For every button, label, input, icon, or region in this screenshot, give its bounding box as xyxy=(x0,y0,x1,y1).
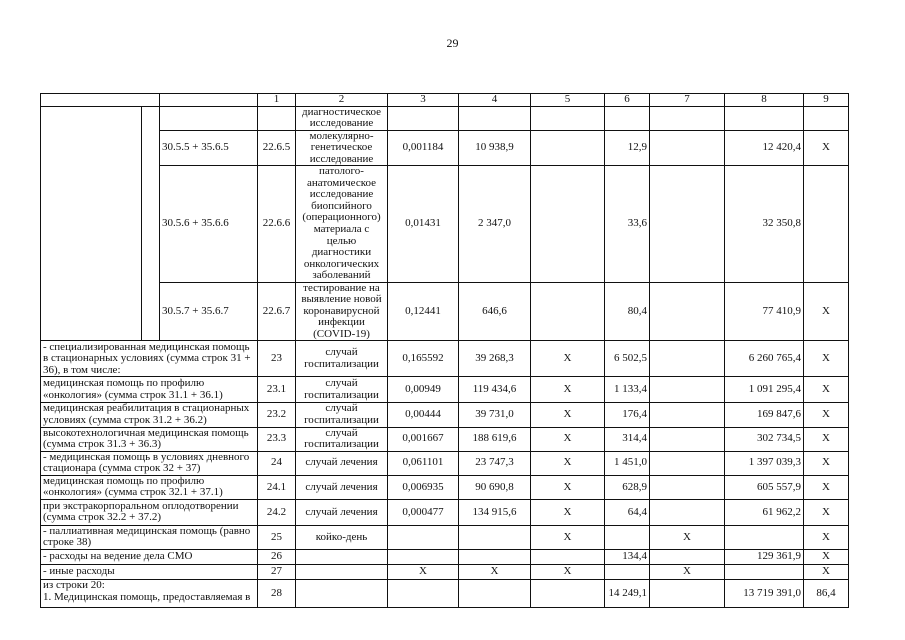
row-name-cell: медицинская помощь по профилю «онкология» (сумма строк 31.1 + 36.1) xyxy=(41,377,258,403)
value-cell: X xyxy=(804,564,849,579)
value-cell: X xyxy=(804,475,849,499)
formula-cell: 30.5.5 + 35.6.5 xyxy=(160,130,258,166)
row-name-cell: - расходы на ведение дела СМО xyxy=(41,549,258,564)
value-cell: X xyxy=(531,564,605,579)
empty-cell xyxy=(41,106,142,341)
unit-cell xyxy=(296,579,388,607)
table-row xyxy=(41,106,849,130)
value-cell xyxy=(650,341,725,377)
value-cell: X xyxy=(804,130,849,166)
value-cell: X xyxy=(531,403,605,427)
unit-cell: случай лечения xyxy=(296,475,388,499)
value-cell: 12 420,4 xyxy=(725,130,804,166)
unit-cell: случай лечения xyxy=(296,451,388,475)
table-row xyxy=(41,525,849,549)
unit-cell: случай лечения xyxy=(296,499,388,525)
value-cell: X xyxy=(804,377,849,403)
value-cell xyxy=(388,579,459,607)
value-cell: X xyxy=(804,282,849,341)
value-cell: X xyxy=(531,427,605,451)
code-cell: 22.6.7 xyxy=(258,282,296,341)
value-cell: 119 434,6 xyxy=(459,377,531,403)
table-row xyxy=(41,130,849,166)
value-cell: 0,061101 xyxy=(388,451,459,475)
value-cell: 0,001184 xyxy=(388,130,459,166)
value-cell: X xyxy=(388,564,459,579)
value-cell: 80,4 xyxy=(605,282,650,341)
value-cell xyxy=(650,475,725,499)
column-number: 2 xyxy=(296,94,388,107)
column-number: 3 xyxy=(388,94,459,107)
value-cell: X xyxy=(650,564,725,579)
value-cell xyxy=(725,106,804,130)
value-cell: 0,000477 xyxy=(388,499,459,525)
value-cell: 129 361,9 xyxy=(725,549,804,564)
code-cell: 24 xyxy=(258,451,296,475)
value-cell xyxy=(650,166,725,282)
value-cell: 605 557,9 xyxy=(725,475,804,499)
value-cell xyxy=(650,403,725,427)
value-cell: 14 249,1 xyxy=(605,579,650,607)
code-cell: 22.6.5 xyxy=(258,130,296,166)
code-cell xyxy=(258,106,296,130)
column-number: 4 xyxy=(459,94,531,107)
value-cell: 188 619,6 xyxy=(459,427,531,451)
formula-cell xyxy=(160,106,258,130)
table-row xyxy=(41,166,849,282)
row-name-cell: - специализированная медицинская помощь в стационарных условиях (сумма строк 31 + 36), в том числе: xyxy=(41,341,258,377)
description-cell: диагностическое исследование xyxy=(296,106,388,130)
table-row xyxy=(41,427,849,451)
column-number: 7 xyxy=(650,94,725,107)
formula-cell: 30.5.7 + 35.6.7 xyxy=(160,282,258,341)
value-cell xyxy=(605,564,650,579)
value-cell: X xyxy=(531,525,605,549)
value-cell xyxy=(605,525,650,549)
code-cell: 24.2 xyxy=(258,499,296,525)
value-cell: 176,4 xyxy=(605,403,650,427)
column-number: 6 xyxy=(605,94,650,107)
table-row xyxy=(41,564,849,579)
code-cell: 27 xyxy=(258,564,296,579)
value-cell xyxy=(650,282,725,341)
value-cell xyxy=(650,579,725,607)
value-cell: X xyxy=(804,549,849,564)
row-name-cell: медицинская помощь по профилю «онкология» (сумма строк 32.1 + 37.1) xyxy=(41,475,258,499)
value-cell: 314,4 xyxy=(605,427,650,451)
table-row xyxy=(41,403,849,427)
value-cell: X xyxy=(804,427,849,451)
table-row xyxy=(41,549,849,564)
value-cell xyxy=(531,579,605,607)
value-cell: X xyxy=(531,499,605,525)
value-cell xyxy=(650,499,725,525)
code-cell: 25 xyxy=(258,525,296,549)
code-cell: 24.1 xyxy=(258,475,296,499)
unit-cell: случай госпитализации xyxy=(296,341,388,377)
value-cell: X xyxy=(531,341,605,377)
value-cell xyxy=(650,106,725,130)
table-row xyxy=(41,451,849,475)
value-cell xyxy=(388,106,459,130)
value-cell: 61 962,2 xyxy=(725,499,804,525)
row-name-cell: - медицинская помощь в условиях дневного стационара (сумма строк 32 + 37) xyxy=(41,451,258,475)
value-cell: 1 451,0 xyxy=(605,451,650,475)
value-cell: 0,001667 xyxy=(388,427,459,451)
unit-cell xyxy=(296,549,388,564)
table-row xyxy=(41,377,849,403)
column-number: 1 xyxy=(258,94,296,107)
value-cell: 646,6 xyxy=(459,282,531,341)
value-cell: 33,6 xyxy=(605,166,650,282)
value-cell xyxy=(531,106,605,130)
value-cell: 2 347,0 xyxy=(459,166,531,282)
code-cell: 28 xyxy=(258,579,296,607)
value-cell xyxy=(459,525,531,549)
value-cell: 39 268,3 xyxy=(459,341,531,377)
value-cell: 302 734,5 xyxy=(725,427,804,451)
row-name-cell: высокотехнологичная медицинская помощь (сумма строк 31.3 + 36.3) xyxy=(41,427,258,451)
value-cell: 0,006935 xyxy=(388,475,459,499)
value-cell xyxy=(650,377,725,403)
value-cell: X xyxy=(531,451,605,475)
value-cell: X xyxy=(459,564,531,579)
value-cell: 169 847,6 xyxy=(725,403,804,427)
row-name-cell: - паллиативная медицинская помощь (равно строке 38) xyxy=(41,525,258,549)
code-cell: 26 xyxy=(258,549,296,564)
value-cell: 10 938,9 xyxy=(459,130,531,166)
table-row xyxy=(41,282,849,341)
value-cell: 0,00949 xyxy=(388,377,459,403)
value-cell: X xyxy=(804,403,849,427)
value-cell: 39 731,0 xyxy=(459,403,531,427)
value-cell xyxy=(531,549,605,564)
value-cell: 90 690,8 xyxy=(459,475,531,499)
value-cell: X xyxy=(804,499,849,525)
value-cell: 1 133,4 xyxy=(605,377,650,403)
code-cell: 23.1 xyxy=(258,377,296,403)
value-cell xyxy=(804,166,849,282)
unit-cell: случай госпитализации xyxy=(296,377,388,403)
value-cell: 86,4 xyxy=(804,579,849,607)
column-number: 5 xyxy=(531,94,605,107)
value-cell: 13 719 391,0 xyxy=(725,579,804,607)
column-number-row xyxy=(41,94,849,107)
value-cell: 6 260 765,4 xyxy=(725,341,804,377)
unit-cell: случай госпитализации xyxy=(296,427,388,451)
table-row xyxy=(41,341,849,377)
value-cell: 32 350,8 xyxy=(725,166,804,282)
value-cell: 12,9 xyxy=(605,130,650,166)
value-cell: 134 915,6 xyxy=(459,499,531,525)
value-cell xyxy=(804,106,849,130)
table-row xyxy=(41,475,849,499)
unit-cell: случай госпитализации xyxy=(296,403,388,427)
value-cell: 0,12441 xyxy=(388,282,459,341)
value-cell xyxy=(459,106,531,130)
value-cell: 6 502,5 xyxy=(605,341,650,377)
column-number xyxy=(41,94,160,107)
unit-cell: койко-день xyxy=(296,525,388,549)
value-cell xyxy=(459,549,531,564)
value-cell xyxy=(531,282,605,341)
value-cell: X xyxy=(804,525,849,549)
code-cell: 23 xyxy=(258,341,296,377)
row-name-cell: из строки 20: 1. Медицинская помощь, предоставляемая в xyxy=(41,579,258,607)
row-name-cell: - иные расходы xyxy=(41,564,258,579)
value-cell xyxy=(725,564,804,579)
column-number xyxy=(160,94,258,107)
value-cell: 1 397 039,3 xyxy=(725,451,804,475)
value-cell xyxy=(459,579,531,607)
column-number: 8 xyxy=(725,94,804,107)
value-cell: 0,01431 xyxy=(388,166,459,282)
value-cell: 628,9 xyxy=(605,475,650,499)
row-name-cell: при экстракорпоральном оплодотворении (сумма строк 32.2 + 37.2) xyxy=(41,499,258,525)
value-cell: X xyxy=(804,341,849,377)
value-cell: X xyxy=(804,451,849,475)
row-name-cell: медицинская реабилитация в стационарных условиях (сумма строк 31.2 + 36.2) xyxy=(41,403,258,427)
value-cell: X xyxy=(531,377,605,403)
value-cell: 0,00444 xyxy=(388,403,459,427)
value-cell xyxy=(650,427,725,451)
code-cell: 23.3 xyxy=(258,427,296,451)
table-row xyxy=(41,579,849,607)
empty-cell xyxy=(142,106,160,341)
description-cell: тестирование на выявление новой коронавирусной инфекции (COVID-19) xyxy=(296,282,388,341)
description-cell: патолого-анатомическое исследование биопсийного (операционного) материала с целью диагностики онкологических заболеваний xyxy=(296,166,388,282)
code-cell: 22.6.6 xyxy=(258,166,296,282)
column-number: 9 xyxy=(804,94,849,107)
value-cell: X xyxy=(650,525,725,549)
value-cell: 0,165592 xyxy=(388,341,459,377)
value-cell xyxy=(388,549,459,564)
value-cell xyxy=(650,549,725,564)
value-cell xyxy=(725,525,804,549)
value-cell: 134,4 xyxy=(605,549,650,564)
value-cell xyxy=(531,166,605,282)
page-number: 29 xyxy=(446,36,459,50)
program-table xyxy=(40,93,849,608)
code-cell: 23.2 xyxy=(258,403,296,427)
table-row xyxy=(41,499,849,525)
value-cell xyxy=(650,130,725,166)
value-cell xyxy=(531,130,605,166)
value-cell: 64,4 xyxy=(605,499,650,525)
unit-cell xyxy=(296,564,388,579)
value-cell: X xyxy=(531,475,605,499)
value-cell: 1 091 295,4 xyxy=(725,377,804,403)
value-cell xyxy=(650,451,725,475)
formula-cell: 30.5.6 + 35.6.6 xyxy=(160,166,258,282)
value-cell: 23 747,3 xyxy=(459,451,531,475)
value-cell xyxy=(388,525,459,549)
description-cell: молекулярно-генетическое исследование xyxy=(296,130,388,166)
value-cell: 77 410,9 xyxy=(725,282,804,341)
value-cell xyxy=(605,106,650,130)
